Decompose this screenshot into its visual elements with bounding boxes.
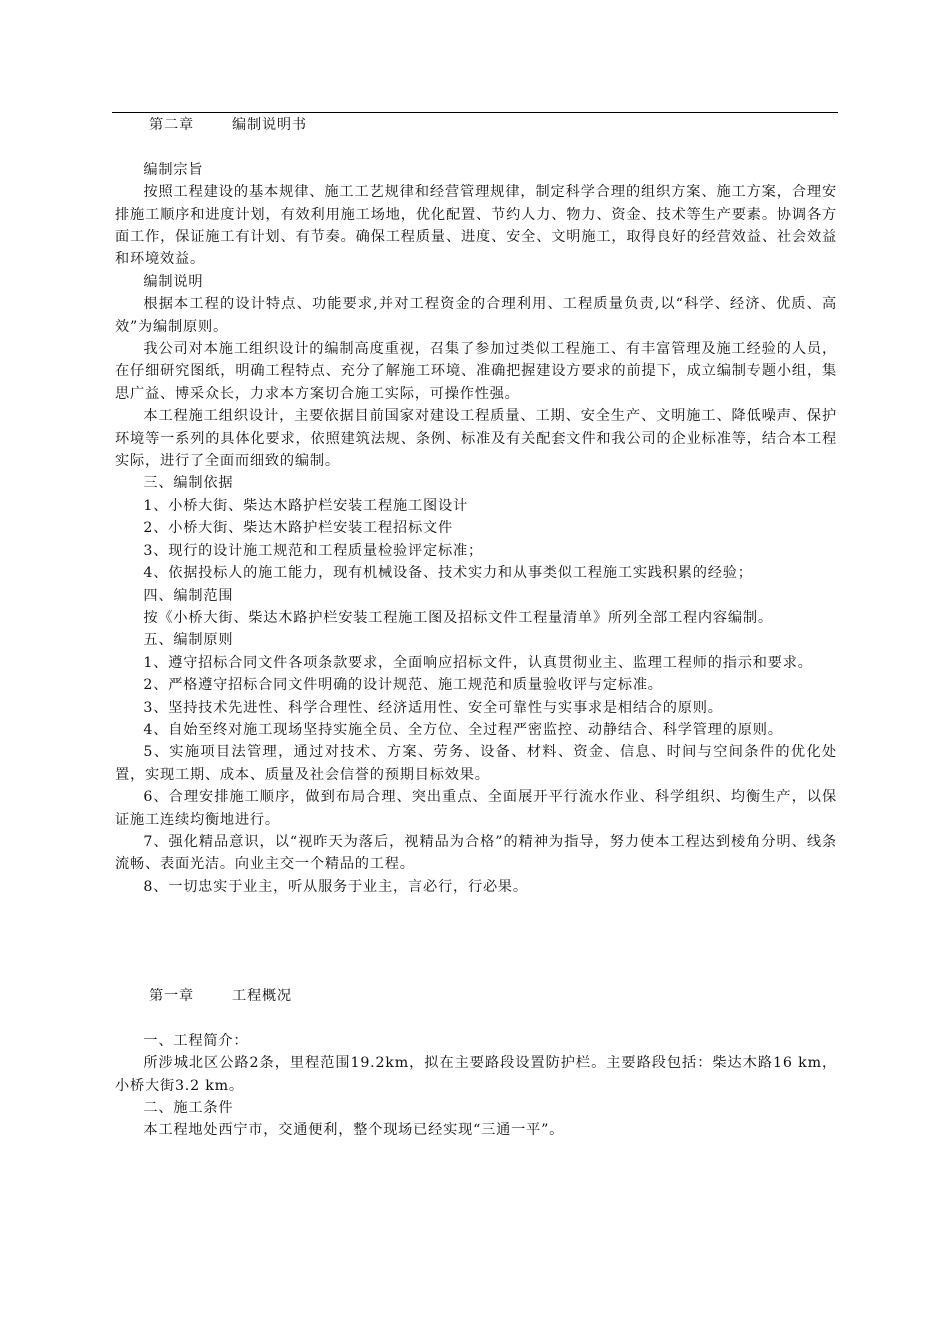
paragraph: 2、小桥大街、柴达木路护栏安装工程招标文件 [143,520,453,537]
chapter-2-section [115,114,837,898]
paragraph: 5、实施项目法管理，通过对技术、方案、劳务、设备、材料、资金、信息、时间与空间条件的优化处置，实现工期、成本、质量及社会信誉的预期目标效果。 [115,744,837,783]
paragraph: 根据本工程的设计特点、功能要求,并对工程资金的合理利用、工程质量负责,以“科学、经济、优质、高效”为编制原则。 [115,296,837,335]
paragraph: 8、一切忠实于业主，听从服务于业主，言必行，行必果。 [143,878,528,895]
paragraph: 所涉城北区公路2条，里程范围19.2km，拟在主要路段设置防护栏。主要路段包括：柴达木路16 km，小桥大街3.2 km。 [115,1055,837,1094]
paragraph: 一、工程简介： [143,1032,249,1049]
paragraph: 3、现行的设计施工规范和工程质量检验评定标准； [143,542,483,559]
paragraph: 编制宗旨 [143,161,204,178]
paragraph: 1、小桥大街、柴达木路护栏安装工程施工图设计 [143,497,468,514]
chapter-2-title: 编制说明书 [231,117,307,133]
header-rule [112,112,838,113]
paragraph: 二、施工条件 [143,1100,234,1117]
chapter-2-number: 第二章 [149,117,194,133]
paragraph: 五、编制原则 [143,632,234,649]
paragraph: 7、强化精品意识，以“视昨天为落后，视精品为合格”的精神为指导，努力使本工程达到棱角分明、线条流畅、表面光洁。向业主交一个精品的工程。 [115,833,837,873]
paragraph: 四、编制范围 [143,587,234,604]
paragraph: 本工程施工组织设计，主要依据目前国家对建设工程质量、工期、安全生产、文明施工、降低噪声、保护环境等一系列的具体化要求，依照建筑法规、条例、标准及有关配套文件和我公司的企业标准等，结合本工程实际，进行了全面而细致的编制。 [115,408,837,470]
paragraph: 4、依据投标人的施工能力，现有机械设备、技术实力和从事类似工程施工实践积累的经验； [143,565,753,582]
paragraph: 按照工程建设的基本规律、施工工艺规律和经营管理规律，制定科学合理的组织方案、施工方案，合理安排施工顺序和进度计划，有效利用施工场地，优化配置、节约人力、物力、资金、技术等生产要素。协调各方面工作，保证施工有计划、有节奏。确保工程质量、进度、安全、文明施工，取得良好的经营效益、社会效益和环境效益。 [115,184,837,268]
paragraph: 2、严格遵守招标合同文件明确的设计规范、施工规范和质量验收评与定标准。 [143,677,663,694]
chapter-1-title: 工程概况 [231,988,292,1004]
paragraph: 本工程地处西宁市，交通便利，整个现场已经实现“三通一平”。 [143,1122,565,1139]
paragraph: 3、坚持技术先进性、科学合理性、经济适用性、安全可靠性与实事求是相结合的原则。 [143,699,723,716]
paragraph: 6、合理安排施工顺序，做到布局合理、突出重点、全面展开平行流水作业、科学组织、均衡生产，以保证施工连续均衡地进行。 [115,789,837,828]
chapter-2-heading [115,114,837,136]
paragraph: 三、编制依据 [143,475,234,492]
paragraph: 按《小桥大街、柴达木路护栏安装工程施工图及招标文件工程量清单》所列全部工程内容编制。 [143,609,773,626]
chapter-1-section [115,985,837,1142]
paragraph: 1、遵守招标合同文件各项条款要求，全面响应招标文件，认真贯彻业主、监理工程师的指示和要求。 [143,654,813,671]
chapter-1-heading [115,985,837,1007]
chapter-1-number: 第一章 [149,988,194,1004]
paragraph: 我公司对本施工组织设计的编制高度重视，召集了参加过类似工程施工、有丰富管理及施工经验的人员，在仔细研究图纸，明确工程特点、充分了解施工环境、准确把握建设方要求的前提下，成立编制专题小组，集思广益、博采众长，力求本方案切合施工实际，可操作性强。 [115,341,837,402]
paragraph: 编制说明 [143,273,204,290]
paragraph: 4、自始至终对施工现场坚持实施全员、全方位、全过程严密监控、动静结合、科学管理的原则。 [143,721,783,738]
